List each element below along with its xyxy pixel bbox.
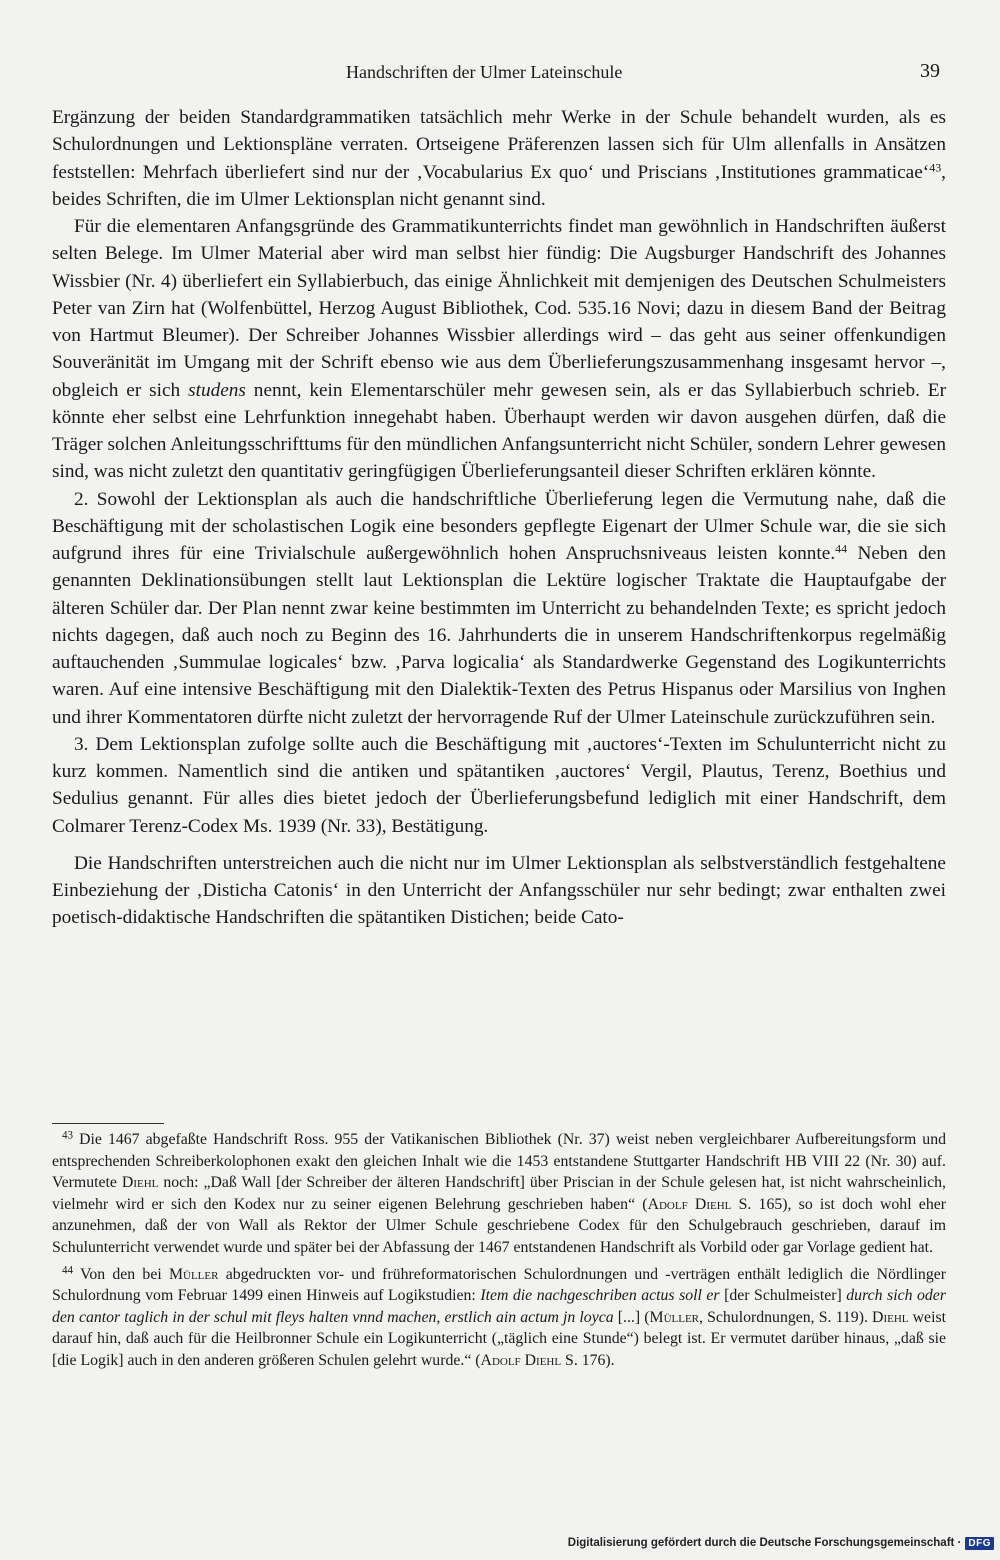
italic-quote: durch sich oder den cantor taglich in der schul mit fleys halten vnnd machen, erstlich ain actum jn loyca [52,1287,946,1326]
dfg-logo-icon: DFG [965,1537,994,1550]
italic-term: studens [188,379,246,401]
footnote-number: 43 [62,1129,74,1142]
footnote-44 [52,1264,946,1372]
paragraph-4: 3. Dem Lektionsplan zufolge sollte auch die Beschäftigung mit ‚auctores‘-Texten im Schulunterricht nicht zu kurz kommen. Namentlich sind die antiken und spätantiken ‚auctores‘ Vergil, Plautus, Terenz, Boethius und Sedulius genannt. Für alles dies bietet jedoch der Überlieferungsbefund lediglich mit einer Handschrift, dem Colmarer Terenz-Codex Ms. 1939 (Nr. 33), Bestätigung. [52,733,946,837]
author-name: Diehl [872,1308,909,1326]
credit-text: Digitalisierung gefördert durch die Deutsche Forschungsgemeinschaft · [567,1537,962,1549]
footnotes [52,1129,946,1372]
paragraph-1 [52,104,946,213]
author-name: Müller [649,1308,700,1326]
author-name: Müller [168,1265,219,1283]
text-run: , Schulordnungen, S. 119). [699,1308,873,1326]
footnote-43 [52,1129,946,1259]
text-run: [der Schulmeister] [719,1287,847,1305]
text-run: S. 165), so ist doch wohl eher anzunehmen, daß der von Wall als Rektor der Ulmer Schule geschriebene Codex für den Schulgebrauch geschrieben, darauf im Schulunterricht verwendet wurde und später bei der Abfassung der 1467 entstandenen Handschrift als Vorbild oder gar Vorlage gedient hat. [52,1195,946,1256]
footnote-separator [52,1123,164,1124]
footnote-ref-43: 43 [929,159,942,174]
text-run: Neben den genannten Deklinationsübungen stellt laut Lektionsplan die Lektüre logischer Traktate die Hauptaufgabe der älteren Schüler dar. Der Plan nennt zwar keine bestimmten im Unterricht zu behandelnden Texte; es spricht jedoch nichts dagegen, daß auch noch zu Beginn des 16. Jahrhunderts die in unserem Handschriftenkorpus regelmäßig auftauchenden ‚Summulae logicales‘ bzw. ‚Parva logicalia‘ als Standardwerke Gegenstand des Logikunterrichts waren. Auf eine intensive Beschäftigung mit den Dialektik-Texten des Petrus Hispanus oder Marsilius von Inghen und ihrer Kommentatoren dürfte nicht zuletzt der hervorragende Ruf der Ulmer Lateinschule zurückzuführen sein. [52,543,946,728]
text-run: , beides Schriften, die im Ulmer Lektionsplan nicht genannt sind. [52,161,946,210]
running-head [52,60,942,86]
text-run: Von den bei [73,1265,169,1283]
page-number: 39 [920,60,940,82]
footnote-number: 44 [62,1264,74,1277]
paragraph-3 [52,486,946,731]
author-name: Diehl [121,1174,159,1192]
text-run: [...] ( [613,1308,650,1326]
text-run: Für die elementaren Anfangsgründe des Grammatikunterrichts findet man gewöhnlich in Handschriften äußerst selten Belege. Im Ulmer Material aber wird man selbst hier fündig: Die Augsburger Handschrift des Johannes Wissbier (Nr. 4) überliefert ein Syllabierbuch, das einige Ähnlichkeit mit demjenigen des Deutschen Schulmeisters Peter van Zirn hat (Wolfenbüttel, Herzog August Bibliothek, Cod. 535.16 Novi; dazu in diesem Band der Beitrag von Hartmut Bleumer). Der Schreiber Johannes Wissbier allerdings wird – das geht aus seiner offenkundigen Souveränität im Umgang mit der Schrift ebenso wie aus dem Überlieferungszusammenhang insgesamt hervor –, obgleich er sich [52,216,946,401]
author-name: Adolf Diehl [647,1195,732,1213]
italic-quote: Item die nachgeschriben actus soll er [480,1287,720,1305]
text-run: S. 176). [561,1351,615,1369]
body-text [52,104,946,932]
footnote-ref-44: 44 [835,541,848,556]
text-run: noch: „Daß Wall [der Schreiber der älteren Handschrift] über Priscian in der Schule gelesen hat, ist nicht wahrscheinlich, vielmehr wird er sich den Kodex nur zu seiner eigenen Belehrung geschrieben haben“ ( [52,1174,946,1213]
text-run: 2. Sowohl der Lektionsplan als auch die handschriftliche Überlieferung legen die Vermutung nahe, daß die Beschäftigung mit der scholastischen Logik eine besonders gepflegte Eigenart der Ulmer Schule war, die sie sich aufgrund ihres für eine Trivialschule außergewöhnlich hohen Anspruchsniveaus leisten konnte. [52,488,946,564]
running-title: Handschriften der Ulmer Lateinschule [346,62,623,82]
text-run: Die 1467 abgefaßte Handschrift Ross. 955 der Vatikanischen Bibliothek (Nr. 37) weist neben vergleichbarer Aufbereitungsform und entsprechenden Schreiberkolophonen exakt den gleichen Inhalt wie die 1453 entstandene Stuttgarter Handschrift HB VIII 22 (Nr. 30) auf. Vermutete [52,1131,946,1192]
text-run: abgedruckten vor- und frühreformatorischen Schulordnungen und -verträgen enthält lediglich die Nördlinger Schulordnung vom Februar 1499 einen Hinweis auf Logikstudien: [52,1265,946,1305]
paragraph-5: Die Handschriften unterstreichen auch die nicht nur im Ulmer Lektionsplan als selbstverständlich festgehaltene Einbeziehung der ‚Disticha Catonis‘ in den Unterricht der Anfangsschüler nur sehr bedingt; zwar enthalten zwei poetisch-didaktische Handschriften die spätantiken Distichen; beide Cato- [52,852,946,929]
text-run: Ergänzung der beiden Standardgrammatiken tatsächlich mehr Werke in der Schule behandelt wurden, als es Schulordnungen und Lektionspläne verraten. Ortseigene Präferenzen lassen sich für Ulm allenfalls in Ansätzen feststellen: Mehrfach überliefert sind nur der ‚Vocabularius Ex quo‘ und Priscians ‚Institutiones grammaticae‘ [52,107,946,183]
digitization-credit [568,1534,994,1552]
text-run: nennt, kein Elementarschüler mehr gewesen sein, als er das Syllabierbuch schrieb. Er könnte eher selbst eine Lehrfunktion innegehabt haben. Überhaupt werden wir davon ausgehen dürfen, daß die Träger solchen Anleitungsschrifttums für den mündlichen Anfangsunterricht nicht Schüler, sondern Lehrer gewesen sind, was nicht zuletzt den quantitativ geringfügigen Überlieferungsanteil dieser Schriften erklären könnte. [52,379,946,483]
text-run: weist darauf hin, daß auch für die Heilbronner Schule ein Logikunterricht („täglich eine Stunde“) belegt ist. Er vermutet darüber hinaus, „daß sie [die Logik] auch in den anderen größeren Schulen gelehrt wurde.“ ( [52,1308,946,1369]
author-name: Adolf Diehl [480,1351,562,1369]
paragraph-2 [52,213,946,486]
